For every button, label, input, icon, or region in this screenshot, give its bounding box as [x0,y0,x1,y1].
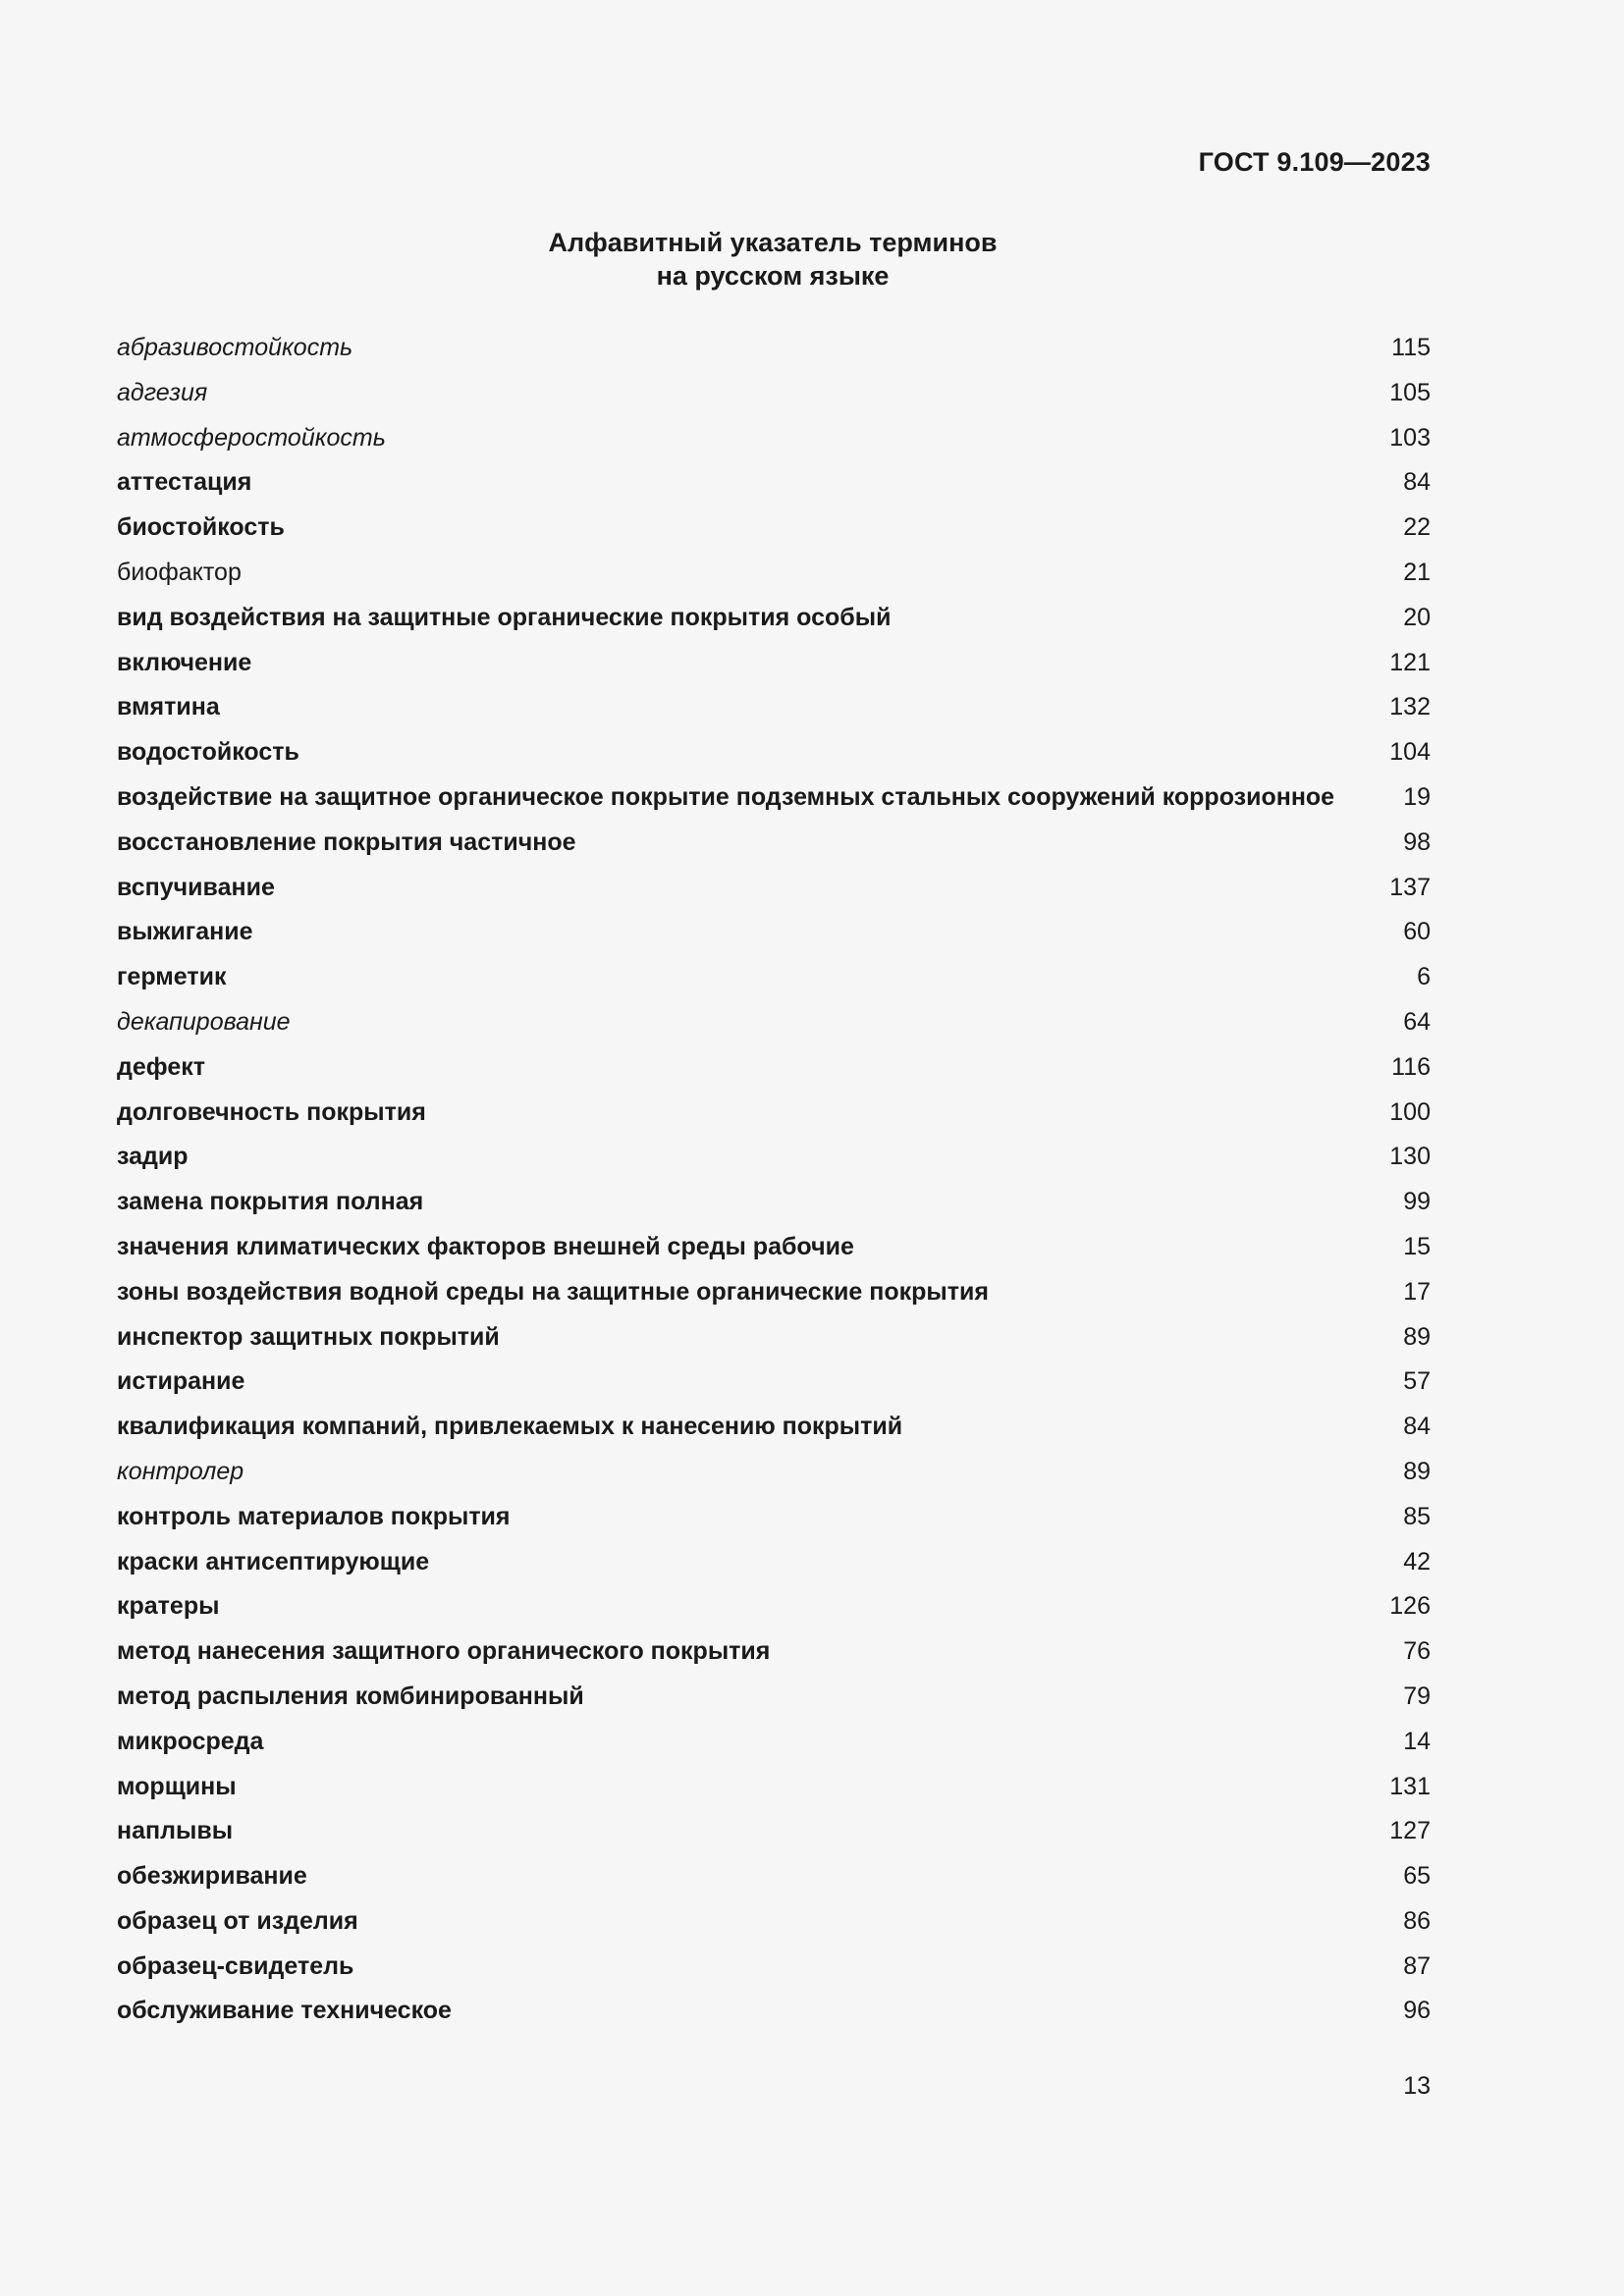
index-entry-page: 132 [1389,693,1431,721]
index-entry [117,327,1431,372]
index-title-line-1: Алфавитный указатель терминов [548,228,998,257]
index-entry-page: 76 [1403,1637,1431,1666]
index-entry [117,372,1431,417]
index-entry-term: замена покрытия полная [117,1188,424,1216]
index-entry-term: декапирование [117,1007,291,1036]
index-entry-term: морщины [117,1772,237,1800]
index-entry [117,822,1431,867]
index-entry-page: 116 [1391,1052,1431,1081]
index-entry-term: значения климатических факторов внешней среды рабочие [117,1232,854,1260]
index-entry-page: 121 [1389,648,1431,676]
index-entry-page: 22 [1403,513,1431,542]
index-entry-page: 19 [1403,782,1431,811]
index-entry-term: контролер [117,1457,244,1485]
index-entry-term: вмятина [117,693,220,721]
index-entry [117,1766,1431,1811]
index-entry-term: микросреда [117,1727,264,1755]
index-entry-page: 115 [1391,334,1431,361]
index-entry [117,1990,1431,2035]
index-entry [117,867,1431,912]
index-entry-term: метод распыления комбинированный [117,1682,584,1710]
index-entry-page: 17 [1403,1277,1431,1306]
index-entry-page: 96 [1403,1997,1431,2025]
index-entry-term: задир [117,1143,189,1171]
index-entry [117,417,1431,462]
index-entry-term: истирание [117,1367,245,1396]
index-entry [117,776,1431,822]
index-entry [117,1092,1431,1137]
index-entry-page: 79 [1403,1682,1431,1710]
index-entry [117,1855,1431,1900]
index-entry-page: 127 [1389,1817,1431,1845]
index-entry-page: 84 [1403,468,1431,497]
index-entry [117,1361,1431,1406]
index-entry [117,642,1431,687]
index-entry-page: 89 [1403,1457,1431,1485]
index-entry [117,461,1431,507]
index-entry [117,731,1431,776]
index-entry [117,1451,1431,1496]
index-title [0,226,1545,293]
index-entry-term: метод нанесения защитного органического покрытия [117,1637,771,1666]
index-entry-term: обезжиривание [117,1862,307,1891]
index-entry-page: 6 [1417,963,1431,991]
index-entry-page: 84 [1403,1413,1431,1441]
index-entry-page: 85 [1403,1502,1431,1530]
index-entry-page: 137 [1389,873,1431,901]
index-entry [117,686,1431,731]
index-entry-page: 21 [1403,558,1431,586]
index-entry [117,1406,1431,1451]
index-entry-page: 89 [1403,1322,1431,1351]
index-entry-term: герметик [117,963,227,991]
index-entry [117,1496,1431,1541]
index-entry-term: обслуживание техническое [117,1997,452,2025]
index-entry-page: 103 [1389,423,1431,452]
index-entry [117,1676,1431,1721]
index-entry [117,1226,1431,1271]
index-entry-page: 99 [1403,1188,1431,1216]
index-entry [117,1946,1431,1991]
index-entry [117,1046,1431,1092]
index-entry-page: 126 [1389,1592,1431,1621]
index-entry-page: 60 [1403,918,1431,946]
index-entry-term: вид воздействия на защитные органические покрытия особый [117,603,892,631]
index-entry-page: 130 [1389,1143,1431,1171]
index-entry-term: восстановление покрытия частичное [117,828,576,856]
index-entry [117,1810,1431,1855]
index-title-line-2: на русском языке [656,261,890,291]
index-entry-term: инспектор защитных покрытий [117,1322,500,1351]
index-entry-page: 131 [1389,1772,1431,1800]
index-entry-term: кратеры [117,1592,220,1621]
index-entry-term: образец от изделия [117,1906,358,1935]
index-entry-term: краски антисептирующие [117,1547,430,1575]
index-entry-term: выжигание [117,918,253,946]
index-entry-term: адгезия [117,378,208,406]
index-entry-page: 105 [1389,378,1431,406]
index-entry-page: 42 [1403,1547,1431,1575]
index-entry-term: образец-свидетель [117,1951,354,1980]
index-entry-term: долговечность покрытия [117,1097,426,1126]
index-entry [117,1271,1431,1316]
document-standard-header: ГОСТ 9.109—2023 [1198,147,1431,177]
index-entry-term: включение [117,648,252,676]
index-entry [117,956,1431,1001]
index-entry [117,1630,1431,1676]
index-entry-page: 86 [1403,1906,1431,1935]
index-entry-term: квалификация компаний, привлекаемых к нанесению покрытий [117,1413,903,1441]
index-entry-term: биостойкость [117,513,285,542]
index-entry [117,552,1431,597]
index-entry [117,1721,1431,1766]
term-index-list [117,327,1431,2035]
index-entry-term: вспучивание [117,873,275,901]
index-entry-page: 98 [1403,828,1431,856]
index-entry [117,1316,1431,1362]
index-entry [117,1136,1431,1181]
index-entry [117,597,1431,642]
index-entry-term: биофактор [117,558,242,586]
index-entry-page: 65 [1403,1862,1431,1891]
index-entry-page: 57 [1403,1367,1431,1396]
index-entry-term: зоны воздействия водной среды на защитные органические покрытия [117,1277,989,1306]
index-entry-term: наплывы [117,1817,234,1845]
index-entry-page: 100 [1389,1097,1431,1126]
index-entry-page: 104 [1389,738,1431,767]
index-entry-page: 15 [1403,1232,1431,1260]
index-entry-page: 14 [1403,1727,1431,1755]
index-entry-term: дефект [117,1052,205,1081]
index-entry-page: 64 [1403,1007,1431,1036]
index-entry [117,1181,1431,1226]
page-number: 13 [1403,2072,1431,2100]
index-entry-term: атмосферостойкость [117,423,386,452]
index-entry-term: абразивостойкость [117,334,353,361]
index-entry [117,1900,1431,1946]
index-entry-page: 87 [1403,1951,1431,1980]
index-entry [117,507,1431,552]
index-entry-term: аттестация [117,468,252,497]
index-entry-term: водостойкость [117,738,299,767]
index-entry [117,1001,1431,1046]
index-entry-term: воздействие на защитное органическое покрытие подземных стальных сооружений коррозионное [117,782,1335,811]
index-entry [117,1541,1431,1586]
index-entry [117,911,1431,956]
index-entry-term: контроль материалов покрытия [117,1502,511,1530]
index-entry-page: 20 [1403,603,1431,631]
index-entry [117,1585,1431,1630]
